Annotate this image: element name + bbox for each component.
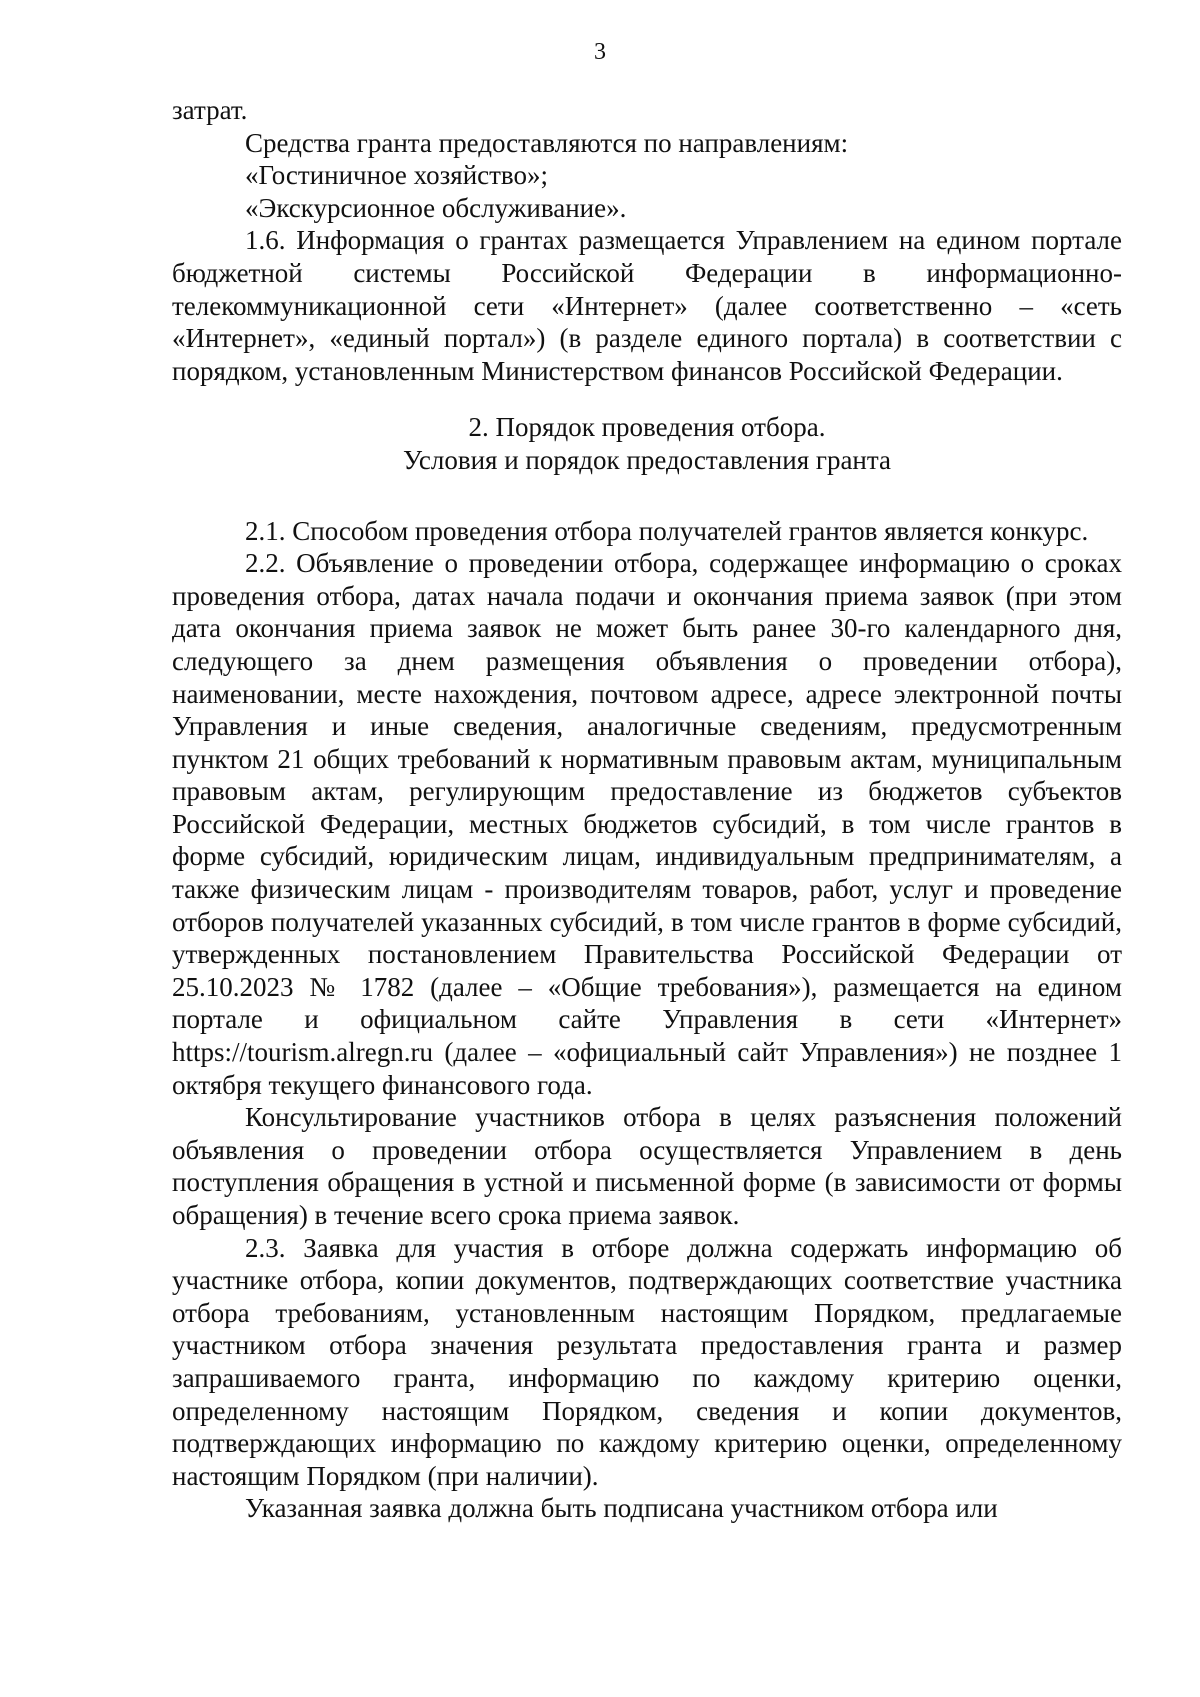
paragraph-grant-directions: Средства гранта предоставляются по направлениям: [245, 127, 849, 158]
section-heading-line-2: Условия и порядок предоставления гранта [403, 444, 891, 475]
paragraph-2-2: 2.2. Объявление о проведении отбора, содержащее информацию о сроках проведения отбора, датах начала подачи и окончания приема заявок (при этом дата окончания приема заявок не может быть ранее 30-го календарного дня, следующего за днем размещения объявления о проведении отбора), наименовании, месте нахождения, почтовом адресе, адресе электронной почты Управления и иные сведения, аналогичные сведениям, предусмотренным пунктом 21 общих требований к нормативным правовым актам, муниципальным правовым актам, регулирующим предоставление из бюджетов субъектов Российской Федерации, местных бюджетов субсидий, в том числе грантов в форме субсидий, юридическим лицам, индивидуальным предпринимателям, а также физическим лицам - производителям товаров, работ, услуг и проведение отборов получателей указанных субсидий, в том числе грантов в форме субсидий, утвержденных постановлением Правительства Российской Федерации от 25.10.2023 № 1782 (далее – «Общие требования»), размещается на едином портале и официальном сайте Управления в сети «Интернет» https://tourism.alregn.ru (далее – «официальный сайт Управления») не позднее 1 октября текущего финансового года. [172, 548, 1122, 1100]
section-heading-line-1: 2. Порядок проведения отбора. [468, 412, 826, 443]
document-body [172, 94, 1122, 1525]
paragraph-signature: Указанная заявка должна быть подписана участником отбора или [245, 1493, 998, 1524]
paragraph-2-1: 2.1. Способом проведения отбора получателей грантов является конкурс. [245, 515, 1089, 546]
paragraph-continuation: затрат. [172, 95, 248, 125]
section-heading [172, 411, 1122, 476]
paragraph-1-6: 1.6. Информация о грантах размещается Управлением на едином портале бюджетной системы Российской Федерации в информационно-телекоммуникационной сети «Интернет» (далее соответственно – «сеть «Интернет», «единый портал») (в разделе единого портала) в соответствии с порядком, установленным Министерством финансов Российской Федерации. [172, 225, 1122, 386]
paragraph-2-3: 2.3. Заявка для участия в отборе должна содержать информацию об участнике отбора, копии документов, подтверждающих соответствие участника отбора требованиям, установленным настоящим Порядком, предлагаемые участником отбора значения результата предоставления гранта и размер запрашиваемого гранта, информацию по каждому критерию оценки, определенному настоящим Порядком, сведения и копии документов, подтверждающих информацию по каждому критерию оценки, определенному настоящим Порядком (при наличии). [172, 1232, 1122, 1491]
paragraph-direction-excursion: «Экскурсионное обслуживание». [245, 192, 627, 223]
paragraph-direction-hotel: «Гостиничное хозяйство»; [245, 160, 548, 191]
page-number: 3 [594, 39, 606, 65]
paragraph-consulting: Консультирование участников отбора в целях разъяснения положений объявления о проведении отбора осуществляется Управлением в день поступления обращения в устной и письменной форме (в зависимости от формы обращения) в течение всего срока приема заявок. [172, 1102, 1122, 1230]
